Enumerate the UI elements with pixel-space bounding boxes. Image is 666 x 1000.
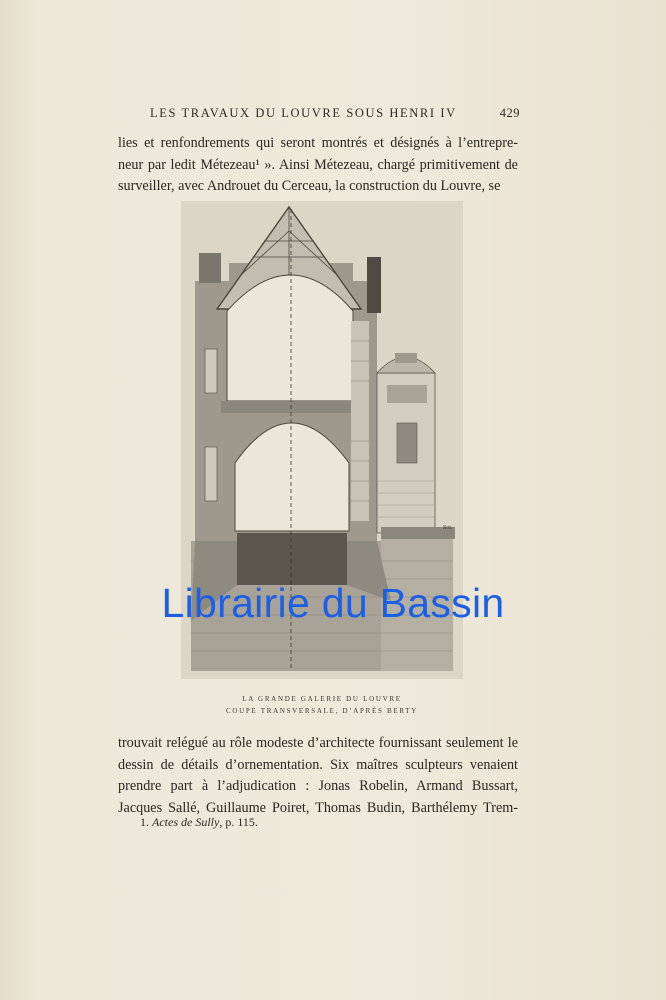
caption-title: LA GRANDE GALERIE DU LOUVRE: [242, 695, 402, 703]
body-paragraph-top: [118, 133, 518, 198]
text-line: dessin de détails d’ornementation. Six maîtres sculpteurs venaient: [118, 756, 518, 773]
engraver-mark: Sot.: [443, 525, 453, 531]
running-title: LES TRAVAUX DU LOUVRE SOUS HENRI IV: [150, 106, 457, 120]
footnote-source: Actes de Sully: [152, 815, 220, 829]
text-line: Jacques Sallé, Guillaume Poiret, Thomas Budin, Barthélemy Trem-: [118, 799, 518, 816]
body-paragraph-bottom: [118, 733, 518, 819]
text-line: trouvait relégué au rôle modeste d’architecte fournissant seulement le: [118, 735, 518, 751]
page-number: 429: [499, 106, 520, 120]
footnote: [140, 815, 258, 830]
text-line: neur par ledit Métezeau¹ ». Ainsi Métezeau, chargé primitivement de: [118, 156, 518, 173]
caption-subtitle: COUPE TRANSVERSALE, D’APRÈS BERTY: [225, 707, 419, 715]
figure-caption: [181, 693, 463, 717]
text-line: prendre part à l’adjudication : Jonas Robelin, Armand Bussart,: [118, 778, 518, 794]
footnote-page-ref: , p. 115.: [219, 815, 258, 829]
footnote-number: 1.: [140, 815, 149, 829]
watermark-text: Librairie du Bassin: [161, 580, 505, 626]
text-line: lies et renfondrements qui seront montrés et désignés à l’entrepre-: [118, 135, 518, 151]
text-line: surveiller, avec Androuet du Cerceau, la construction du Louvre, se: [118, 178, 501, 194]
